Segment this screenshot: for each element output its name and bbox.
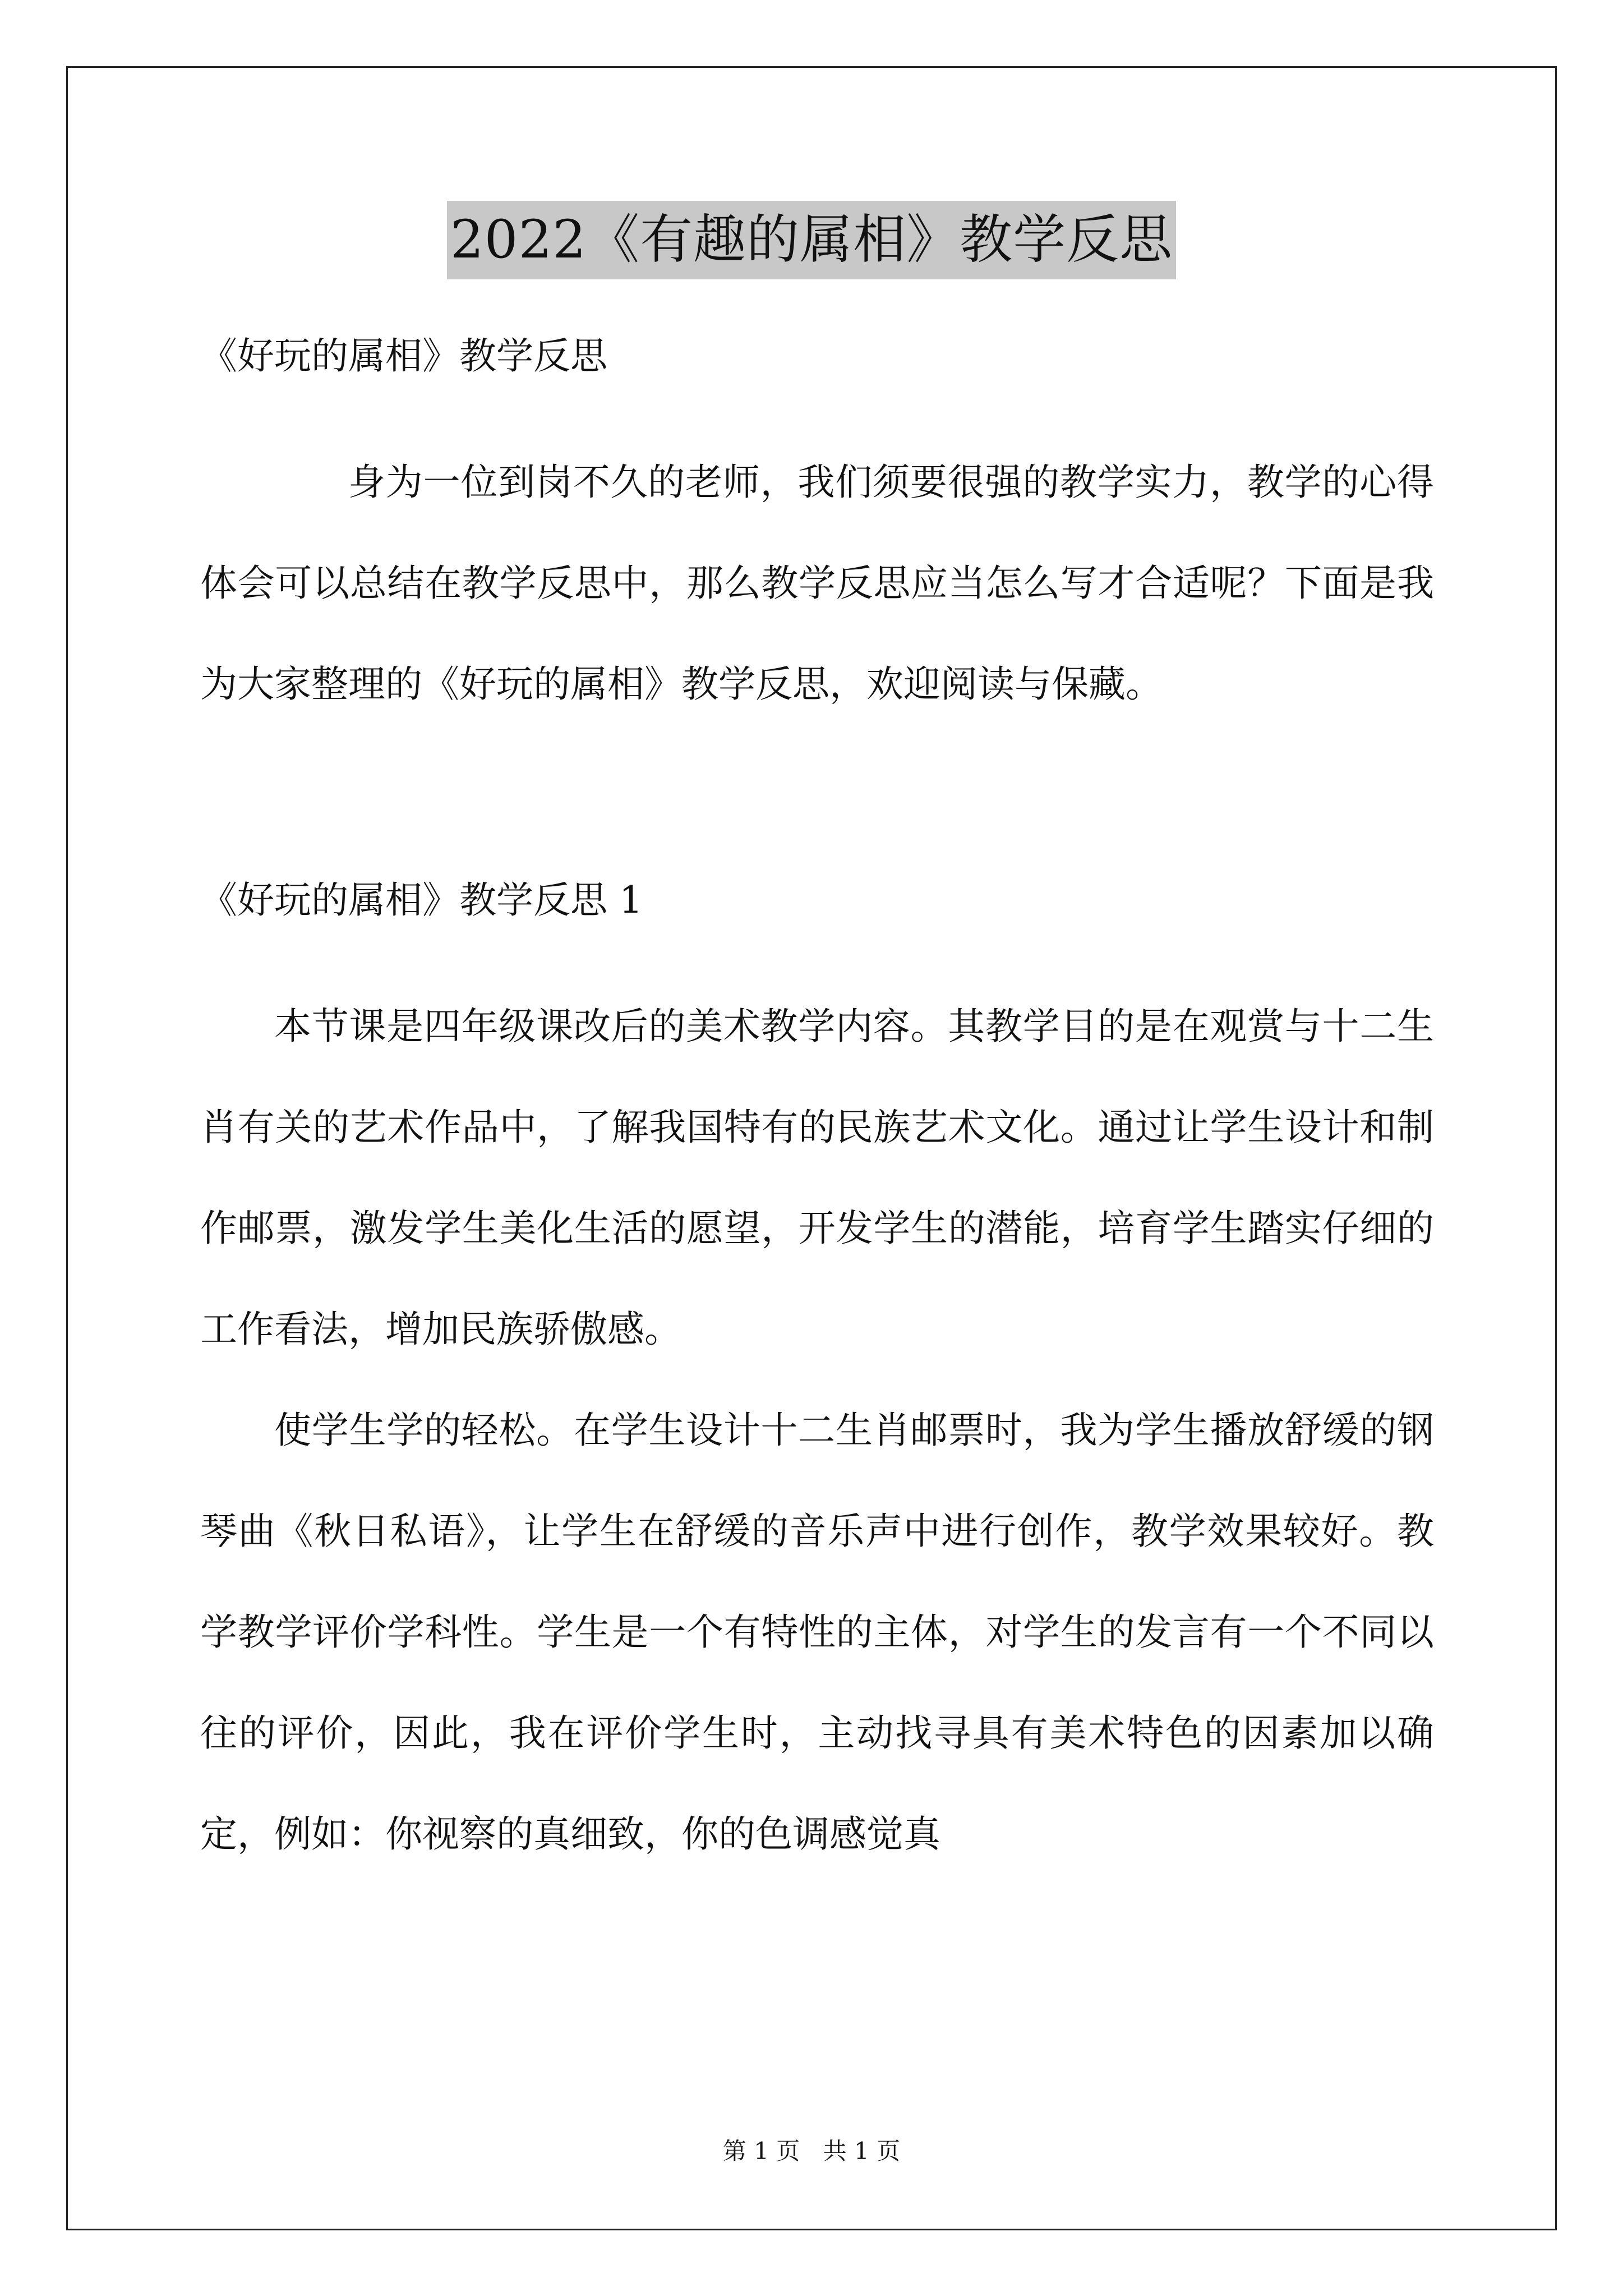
document-body [200, 331, 1434, 1885]
title-container [0, 201, 1623, 279]
body-paragraph: 本节课是四年级课改后的美术教学内容。其教学目的是在观赏与十二生肖有关的艺术作品中，了解我国特有的民族艺术文化。通过让学生设计和制作邮票，激发学生美化生活的愿望，开发学生的潜能，培育学生踏实仔细的工作看法，增加民族骄傲感。 [200, 1005, 1434, 1351]
document-title: 2022《有趣的属相》教学反思 [447, 201, 1176, 279]
body-paragraph: 使学生学的轻松。在学生设计十二生肖邮票时，我为学生播放舒缓的钢琴曲《秋日私语》，让学生在舒缓的音乐声中进行创作，教学效果较好。教学教学评价学科性。学生是一个有特性的主体，对学生的发言有一个不同以往的评价，因此，我在评价学生时，主动找寻具有美术特色的因素加以确定，例如：你视察的真细致，你的色调感觉真 [200, 1409, 1434, 1856]
page-footer [0, 2134, 1623, 2168]
intro-paragraph: 身为一位到岗不久的老师，我们须要很强的教学实力，教学的心得体会可以总结在教学反思中，那么教学反思应当怎么写才合适呢？下面是我为大家整理的《好玩的属相》教学反思，欢迎阅读与保藏。 [200, 461, 1434, 706]
page-total: 共 1 页 [823, 2137, 901, 2165]
page-number: 第 1 页 [722, 2137, 800, 2165]
document-subtitle: 《好玩的属相》教学反思 [200, 334, 607, 378]
section-heading: 《好玩的属相》教学反思 1 [200, 878, 643, 922]
